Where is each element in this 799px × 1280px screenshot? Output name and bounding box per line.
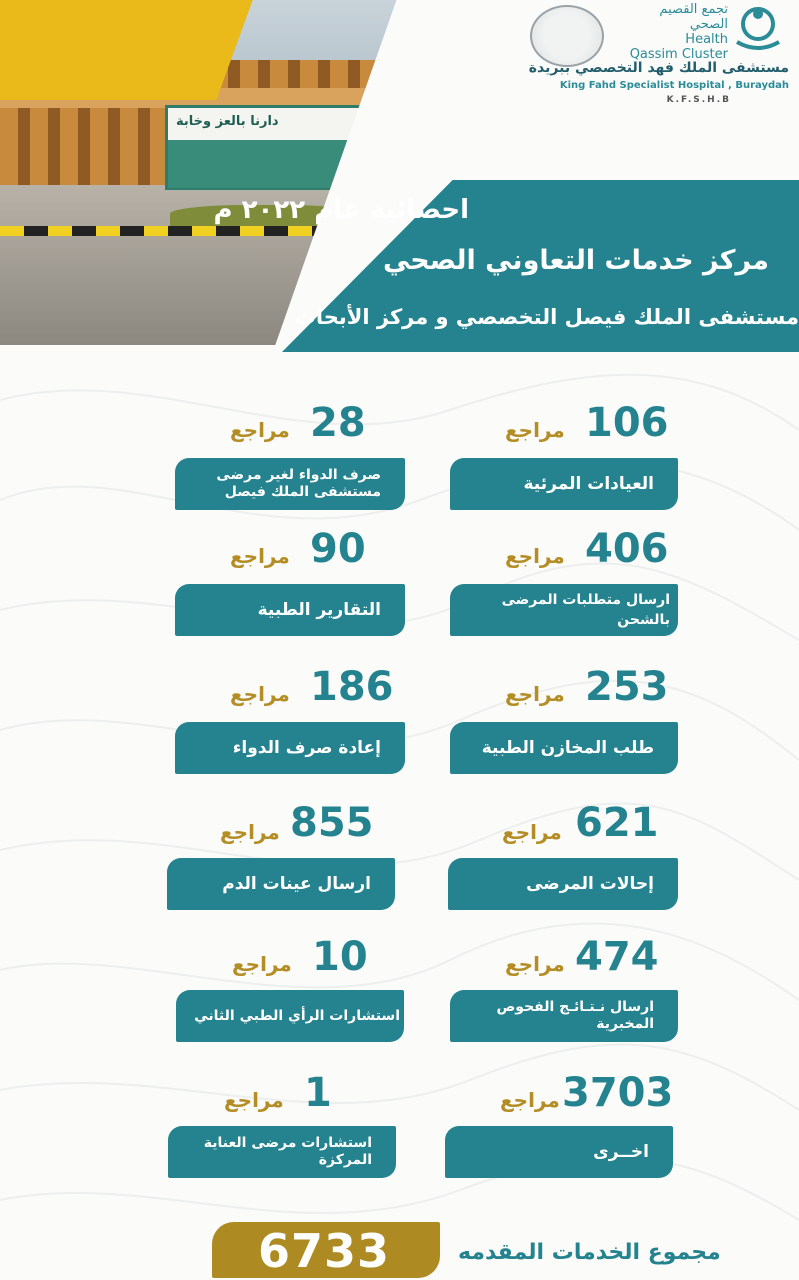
stat-label-box xyxy=(450,990,678,1042)
stat-value: 186 xyxy=(310,664,394,710)
stat-unit: مراجع xyxy=(505,682,565,706)
stat-label: ارسال متطلبات المرضى بالشحن xyxy=(501,592,670,628)
cluster-name-en-1: Health xyxy=(685,32,728,47)
stat-label: ارسال نـتـائـج الفحوص المخبرية xyxy=(496,999,654,1032)
stat-label-box xyxy=(175,584,405,636)
stat-unit: مراجع xyxy=(230,682,290,706)
stat-label: التقارير الطبية xyxy=(257,600,381,620)
stat-label-box xyxy=(175,458,405,510)
stat-label-box xyxy=(175,722,405,774)
stat-label: صرف الدواء لغير مرضى مستشفى الملك فيصل xyxy=(216,467,381,500)
cluster-name-ar: تجمع القصيم الصحي xyxy=(659,2,728,32)
stat-label: اخــرى xyxy=(593,1142,649,1162)
ministry-seal-icon xyxy=(530,5,604,67)
hospital-name-en: King Fahd Specialist Hospital , Buraydah xyxy=(559,80,789,91)
stat-value: 474 xyxy=(575,934,659,980)
stat-value: 253 xyxy=(585,664,669,710)
stat-value: 1 xyxy=(304,1070,332,1116)
stat-unit: مراجع xyxy=(505,952,565,976)
logo-area xyxy=(520,0,799,120)
stat-unit: مراجع xyxy=(224,1088,284,1112)
stat-label-box xyxy=(168,1126,396,1178)
stat-label-box xyxy=(176,990,404,1042)
stat-value: 90 xyxy=(310,526,366,572)
stat-label-box xyxy=(450,584,678,636)
stat-unit: مراجع xyxy=(505,544,565,568)
stat-unit: مراجع xyxy=(232,952,292,976)
stat-label: استشارات الرأي الطبي الثاني xyxy=(194,1008,400,1024)
cluster-logo-icon xyxy=(725,2,791,52)
stat-value: 106 xyxy=(585,400,669,446)
stat-label-box xyxy=(167,858,395,910)
stat-label-box xyxy=(450,458,678,510)
title-center: مركز خدمات التعاوني الصحي xyxy=(382,245,769,276)
stat-label-box xyxy=(445,1126,673,1178)
stat-value: 10 xyxy=(312,934,368,980)
title-year: احصائية عام ٢٠٢٢ م xyxy=(213,195,469,225)
stat-value: 855 xyxy=(290,800,374,846)
stat-label: إعادة صرف الدواء xyxy=(232,738,381,758)
stat-label: ارسال عينات الدم xyxy=(222,874,371,894)
stat-unit: مراجع xyxy=(500,1088,560,1112)
hospital-name-ar: مستشفى الملك فهد التخصصي ببريدة xyxy=(528,60,789,76)
total-value: 6733 xyxy=(258,1224,391,1278)
cluster-name xyxy=(618,2,728,62)
sign-text: دارنا بالعز وخابة xyxy=(176,114,279,129)
hospital-abbr: K.F.S.H.B xyxy=(666,95,731,105)
stat-value: 406 xyxy=(585,526,669,572)
stat-unit: مراجع xyxy=(230,418,290,442)
stat-unit: مراجع xyxy=(230,544,290,568)
stat-label: استشارات مرضى العناية المركزة xyxy=(203,1135,372,1168)
stat-label-box xyxy=(448,858,678,910)
stat-unit: مراجع xyxy=(505,418,565,442)
stat-value: 621 xyxy=(575,800,659,846)
stat-label: العيادات المرئية xyxy=(523,474,654,494)
stat-value: 3703 xyxy=(562,1070,674,1116)
stat-value: 28 xyxy=(310,400,366,446)
stat-label: إحالات المرضى xyxy=(526,874,654,894)
stat-label: طلب المخازن الطبية xyxy=(481,738,654,758)
stat-unit: مراجع xyxy=(502,820,562,844)
stat-unit: مراجع xyxy=(220,820,280,844)
total-label: مجموع الخدمات المقدمه xyxy=(458,1240,721,1265)
stat-label-box xyxy=(450,722,678,774)
title-hospital: مستشفى الملك فيصل التخصصي و مركز الأبحاث xyxy=(294,305,799,329)
cluster-name-en-2: Qassim Cluster xyxy=(629,47,728,62)
